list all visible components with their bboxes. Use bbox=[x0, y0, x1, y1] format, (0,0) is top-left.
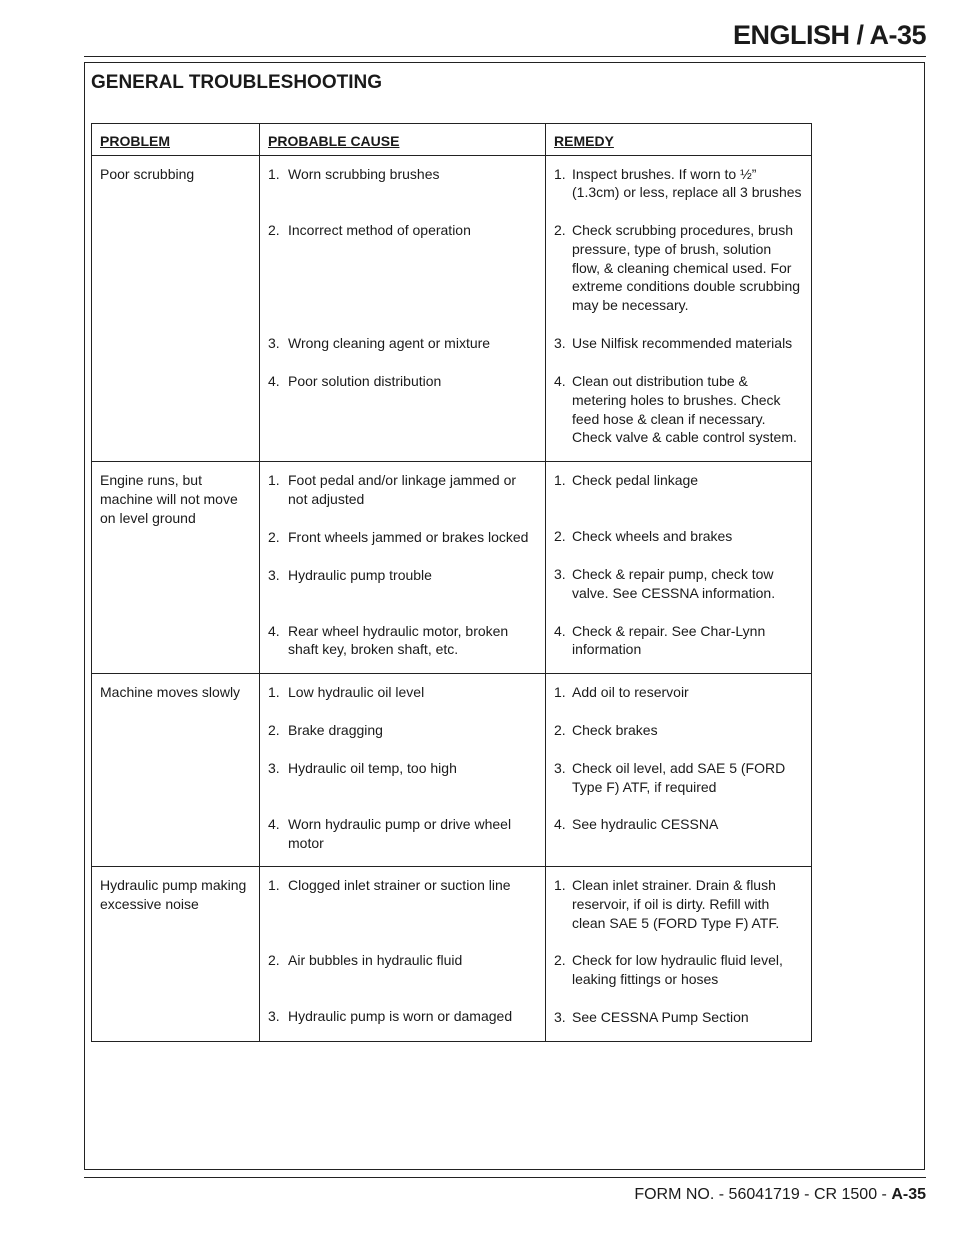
cause-entry-text: Poor solution distribution bbox=[288, 372, 442, 389]
remedy-entry-text: Clean inlet strainer. Drain & flush reservoir, if oil is dirty. Refill with clean SAE 5 (FORD Type F) ATF. bbox=[572, 877, 780, 931]
problem-cell: Machine moves slowly bbox=[92, 673, 260, 866]
item-number: 1. bbox=[268, 472, 280, 489]
item-number: 1. bbox=[268, 877, 280, 894]
item-number: 3. bbox=[268, 334, 280, 351]
cause-entry bbox=[268, 876, 537, 932]
remedy-entry bbox=[554, 759, 803, 796]
remedy-entry-text: Clean out distribution tube & metering holes to brushes. Check feed hose & clean if necessary. Check valve & cable control system. bbox=[572, 373, 797, 446]
item-number: 2. bbox=[554, 721, 566, 738]
remedy-entry-text: Check scrubbing procedures, brush pressure, type of brush, solution flow, & cleaning chemical used. For extreme conditions double scrubbing may be necessary. bbox=[572, 222, 801, 313]
cause-entry-text: Low hydraulic oil level bbox=[288, 683, 425, 700]
remedy-entry bbox=[554, 165, 803, 202]
cause-entry-text: Foot pedal and/or linkage jammed or not adjusted bbox=[288, 472, 517, 507]
remedy-entry bbox=[554, 334, 803, 353]
item-number: 1. bbox=[554, 877, 566, 894]
table-row bbox=[92, 673, 812, 866]
cause-entry bbox=[268, 165, 537, 202]
remedy-entry-text: See hydraulic CESSNA bbox=[572, 816, 719, 833]
item-number: 1. bbox=[554, 165, 566, 182]
item-number: 1. bbox=[554, 472, 566, 489]
cause-entry bbox=[268, 815, 537, 852]
cause-entry-text: Wrong cleaning agent or mixture bbox=[288, 334, 491, 351]
probable-cause-cell bbox=[260, 867, 546, 1042]
table-row bbox=[92, 867, 812, 1042]
probable-cause-cell bbox=[260, 462, 546, 674]
troubleshooting-table bbox=[91, 123, 812, 1042]
item-number: 3. bbox=[554, 566, 566, 583]
item-number: 4. bbox=[554, 622, 566, 639]
probable-cause-cell bbox=[260, 155, 546, 461]
cause-entry bbox=[268, 721, 537, 740]
item-number: 3. bbox=[554, 759, 566, 776]
cause-entry-text: Rear wheel hydraulic motor, broken shaft key, broken shaft, etc. bbox=[288, 622, 509, 658]
item-number: 3. bbox=[554, 1008, 566, 1025]
table-row bbox=[92, 462, 812, 674]
column-header-problem: PROBLEM bbox=[92, 124, 260, 156]
remedy-entry-text: See CESSNA Pump Section bbox=[572, 1008, 749, 1025]
table-header-row bbox=[92, 124, 812, 156]
footer bbox=[634, 1186, 926, 1204]
remedy-cell bbox=[546, 673, 812, 866]
remedy-entry bbox=[554, 527, 803, 546]
remedy-entry bbox=[554, 221, 803, 315]
cause-entry-text: Front wheels jammed or brakes locked bbox=[288, 528, 529, 545]
cause-entry bbox=[268, 372, 537, 447]
cause-entry bbox=[268, 951, 537, 988]
item-number: 4. bbox=[554, 816, 566, 833]
header-divider bbox=[84, 56, 926, 57]
remedy-entry bbox=[554, 876, 803, 932]
remedy-entry bbox=[554, 565, 803, 602]
problem-cell: Engine runs, but machine will not move on level ground bbox=[92, 462, 260, 674]
page-header-title: ENGLISH / A-35 bbox=[732, 20, 926, 50]
cause-entry bbox=[268, 471, 537, 508]
item-number: 2. bbox=[268, 721, 280, 738]
cause-entry-text: Worn hydraulic pump or drive wheel motor bbox=[288, 815, 512, 851]
item-number: 2. bbox=[268, 221, 280, 238]
footer-form-number: FORM NO. - 56041719 - CR 1500 - bbox=[634, 1186, 892, 1203]
item-number: 2. bbox=[554, 952, 566, 969]
cause-entry bbox=[268, 221, 537, 315]
item-number: 3. bbox=[268, 759, 280, 776]
cause-entry-text: Air bubbles in hydraulic fluid bbox=[288, 952, 463, 969]
remedy-cell bbox=[546, 462, 812, 674]
remedy-entry bbox=[554, 683, 803, 702]
table-body bbox=[92, 155, 812, 1041]
column-header-remedy: REMEDY bbox=[546, 124, 812, 156]
footer-page-number: A-35 bbox=[891, 1186, 926, 1203]
cause-entry-text: Worn scrubbing brushes bbox=[288, 165, 440, 182]
cause-entry-text: Hydraulic pump trouble bbox=[288, 566, 432, 583]
item-number: 2. bbox=[554, 222, 566, 239]
remedy-cell bbox=[546, 155, 812, 461]
remedy-entry bbox=[554, 372, 803, 447]
remedy-entry bbox=[554, 1008, 803, 1027]
remedy-entry-text: Check pedal linkage bbox=[572, 472, 699, 489]
remedy-entry-text: Add oil to reservoir bbox=[572, 683, 689, 700]
cause-entry-text: Hydraulic pump is worn or damaged bbox=[288, 1008, 513, 1025]
item-number: 3. bbox=[554, 335, 566, 352]
problem-cell: Hydraulic pump making excessive noise bbox=[92, 867, 260, 1042]
remedy-entry bbox=[554, 951, 803, 988]
remedy-entry-text: Check brakes bbox=[572, 721, 658, 738]
remedy-cell bbox=[546, 867, 812, 1042]
cause-entry-text: Clogged inlet strainer or suction line bbox=[288, 877, 511, 894]
item-number: 4. bbox=[268, 622, 280, 639]
cause-entry bbox=[268, 622, 537, 659]
item-number: 3. bbox=[268, 566, 280, 583]
remedy-entry-text: Check & repair. See Char-Lynn information bbox=[572, 622, 766, 658]
item-number: 2. bbox=[268, 528, 280, 545]
remedy-entry bbox=[554, 721, 803, 740]
section-title: GENERAL TROUBLESHOOTING bbox=[91, 72, 382, 93]
cause-entry bbox=[268, 334, 537, 353]
item-number: 2. bbox=[268, 952, 280, 969]
cause-entry bbox=[268, 1007, 537, 1026]
table-row bbox=[92, 155, 812, 461]
item-number: 1. bbox=[268, 683, 280, 700]
remedy-entry bbox=[554, 815, 803, 852]
remedy-entry-text: Check & repair pump, check tow valve. See CESSNA information. bbox=[572, 566, 776, 601]
column-header-probable-cause: PROBABLE CAUSE bbox=[260, 124, 546, 156]
remedy-entry-text: Check for low hydraulic fluid level, leaking fittings or hoses bbox=[572, 952, 783, 988]
item-number: 1. bbox=[554, 683, 566, 700]
item-number: 2. bbox=[554, 528, 566, 545]
cause-entry-text: Hydraulic oil temp, too high bbox=[288, 759, 457, 776]
problem-cell: Poor scrubbing bbox=[92, 155, 260, 461]
remedy-entry-text: Use Nilfisk recommended materials bbox=[572, 335, 793, 352]
cause-entry bbox=[268, 528, 537, 547]
cause-entry bbox=[268, 566, 537, 603]
remedy-entry bbox=[554, 622, 803, 659]
item-number: 3. bbox=[268, 1008, 280, 1025]
item-number: 1. bbox=[268, 165, 280, 182]
item-number: 4. bbox=[268, 372, 280, 389]
item-number: 4. bbox=[268, 815, 280, 832]
remedy-entry bbox=[554, 471, 803, 508]
cause-entry-text: Incorrect method of operation bbox=[288, 221, 471, 238]
remedy-entry-text: Inspect brushes. If worn to ½” (1.3cm) or less, replace all 3 brushes bbox=[572, 165, 802, 201]
remedy-entry-text: Check oil level, add SAE 5 (FORD Type F) ATF, if required bbox=[572, 759, 786, 795]
remedy-entry-text: Check wheels and brakes bbox=[572, 528, 733, 545]
footer-divider bbox=[84, 1177, 926, 1178]
item-number: 4. bbox=[554, 373, 566, 390]
cause-entry bbox=[268, 759, 537, 796]
cause-entry-text: Brake dragging bbox=[288, 721, 383, 738]
probable-cause-cell bbox=[260, 673, 546, 866]
cause-entry bbox=[268, 683, 537, 702]
